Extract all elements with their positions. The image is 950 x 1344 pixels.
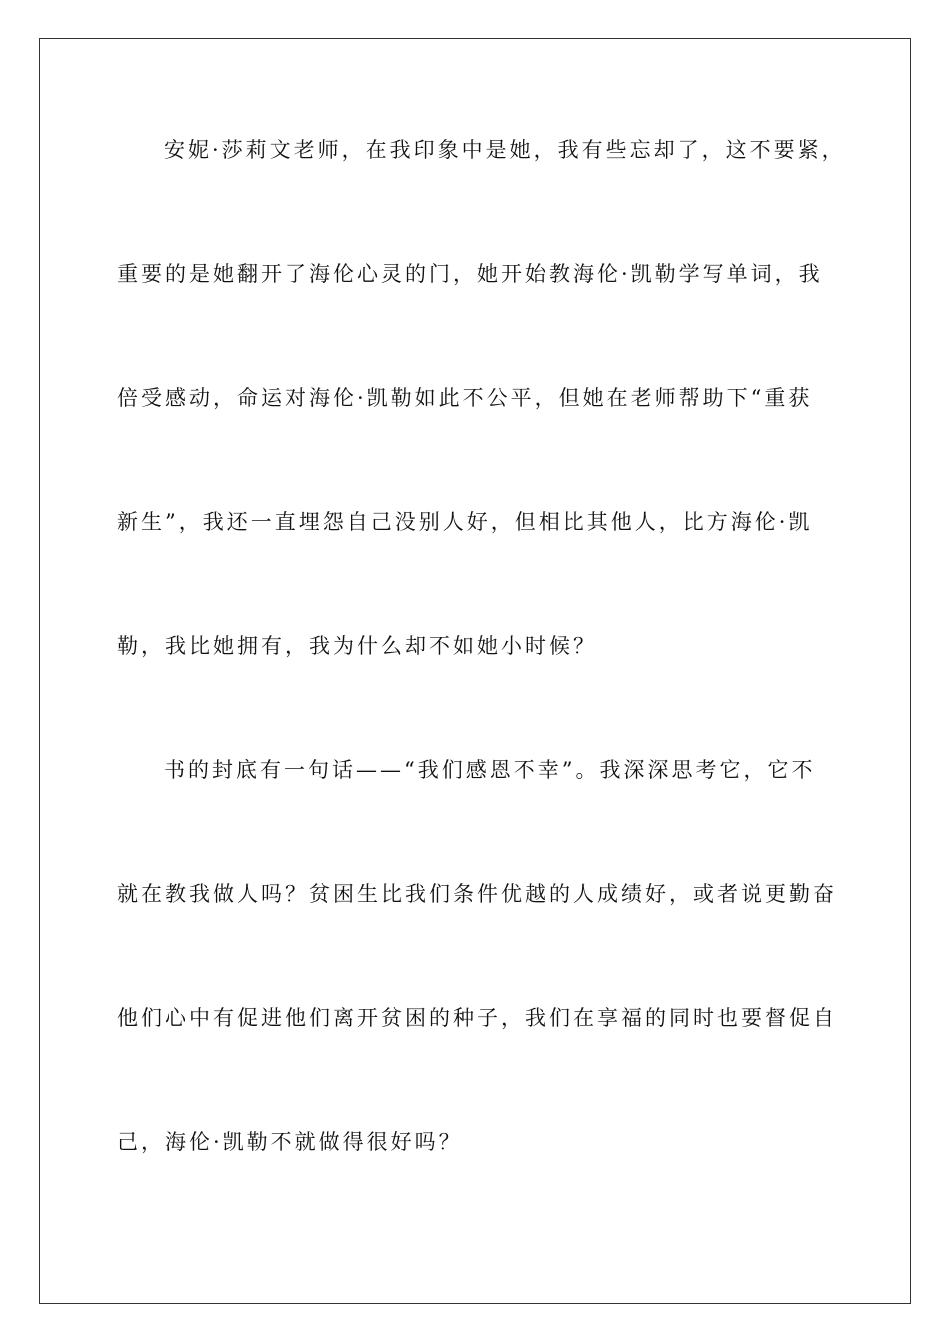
paragraph-1-line-1: 安妮·莎莉文老师，在我印象中是她，我有些忘却了，这不要紧， bbox=[164, 138, 846, 162]
paragraph-2-line-3: 他们心中有促进他们离开贫困的种子，我们在享福的同时也要督促自 bbox=[117, 1006, 837, 1030]
paragraph-1-line-3: 倍受感动，命运对海伦·凯勒如此不公平，但她在老师帮助下“重获 bbox=[117, 386, 813, 410]
paragraph-1-line-5: 勒，我比她拥有，我为什么却不如她小时候？ bbox=[117, 634, 597, 658]
paragraph-2-line-4: 己，海伦·凯勒不就做得很好吗？ bbox=[117, 1130, 463, 1154]
paragraph-1-line-4: 新生”，我还一直埋怨自己没别人好，但相比其他人，比方海伦·凯 bbox=[117, 510, 813, 534]
paragraph-1-line-2: 重要的是她翻开了海伦心灵的门，她开始教海伦·凯勒学写单词，我 bbox=[117, 262, 823, 286]
page-border bbox=[39, 38, 911, 1304]
paragraph-2-line-1: 书的封底有一句话——“我们感恩不幸”。我深深思考它，它不 bbox=[164, 758, 816, 782]
paragraph-2-line-2: 就在教我做人吗？贫困生比我们条件优越的人成绩好，或者说更勤奋 bbox=[117, 882, 837, 906]
